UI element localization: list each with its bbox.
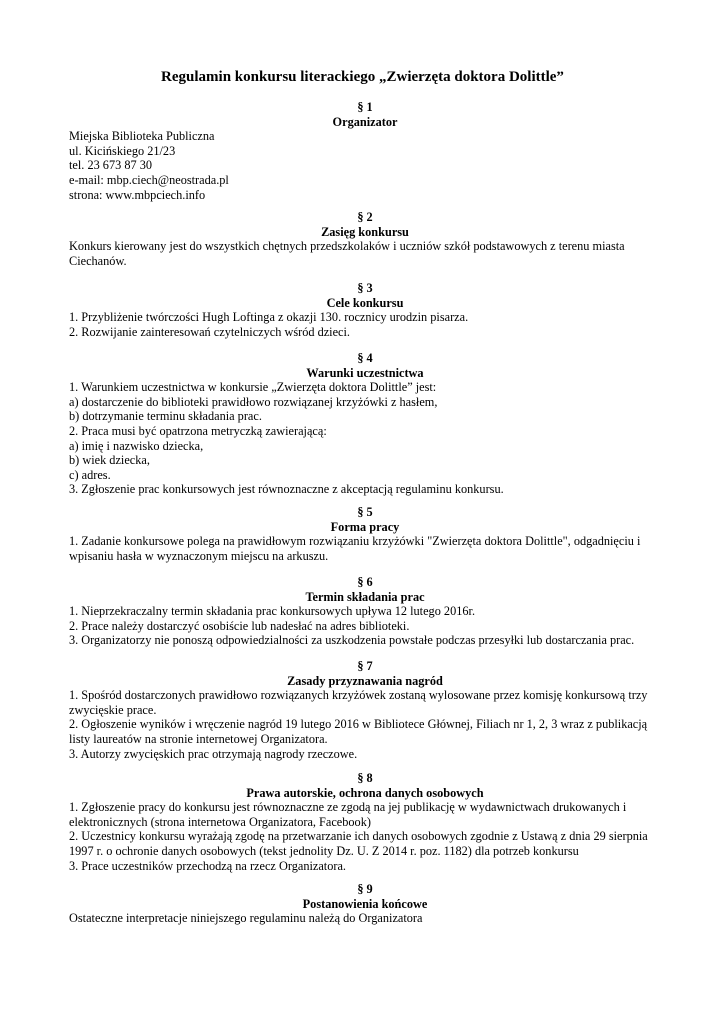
section-number: § 2 — [357, 210, 373, 224]
body-line: 1997 r. o ochronie danych osobowych (tekst jednolity Dz. U. Z 2014 r. poz. 1182) dla potrzeb konkursu — [69, 843, 579, 858]
section-body — [69, 534, 661, 563]
body-line: wpisaniu hasła w wyznaczonym miejscu na arkuszu. — [69, 548, 329, 563]
section-body — [69, 911, 661, 926]
body-line: 3. Prace uczestników przechodzą na rzecz Organizatora. — [69, 858, 346, 873]
section-heading: Prawa autorskie, ochrona danych osobowych — [246, 785, 484, 800]
body-line: Ostateczne interpretacje niniejszego regulaminu należą do Organizatora — [69, 911, 423, 926]
section-heading: Forma pracy — [330, 519, 400, 534]
section-heading: Cele konkursu — [326, 295, 404, 310]
body-line: c) adres. — [69, 467, 111, 482]
section-body — [69, 129, 661, 202]
section-body — [69, 310, 661, 339]
section-heading: Organizator — [332, 114, 398, 129]
body-line: 3. Organizatorzy nie ponoszą odpowiedzialności za uszkodzenia powstałe podczas przesyłki lub dostarczania prac. — [69, 633, 635, 648]
body-line: 1. Warunkiem uczestnictwa w konkursie „Zwierzęta doktora Dolittle” jest: — [69, 380, 437, 395]
body-line: Ciechanów. — [69, 253, 127, 268]
body-line: 1. Zadanie konkursowe polega na prawidłowym rozwiązaniu krzyżówki "Zwierzęta doktora Dolittle", odgadnięciu i — [69, 534, 641, 549]
section-body — [69, 239, 661, 268]
section-number: § 8 — [357, 771, 373, 785]
body-line: tel. 23 673 87 30 — [69, 158, 152, 173]
body-line: 1. Zgłoszenie pracy do konkursu jest równoznaczne ze zgodą na jej publikację w wydawnictwach drukowanych i — [69, 800, 627, 815]
section-heading: Postanowienia końcowe — [302, 896, 428, 911]
body-line: zwycięskie prace. — [69, 702, 157, 717]
section-heading: Zasięg konkursu — [321, 224, 409, 239]
section-number: § 3 — [357, 281, 373, 295]
section-number: § 6 — [357, 575, 373, 589]
body-line: 1. Spośród dostarczonych prawidłowo rozwiązanych krzyżówek zostaną wylosowane przez komisję konkursową trzy — [69, 688, 648, 703]
section-9-final — [69, 882, 661, 926]
section-body — [69, 604, 661, 648]
section-3-goals — [69, 281, 661, 339]
body-line: listy laureatów na stronie internetowej Organizatora. — [69, 731, 328, 746]
body-line: b) dotrzymanie terminu składania prac. — [69, 409, 262, 424]
body-line: a) dostarczenie do biblioteki prawidłowo rozwiązanej krzyżówki z hasłem, — [69, 394, 438, 409]
section-6-deadline — [69, 575, 661, 648]
section-body — [69, 688, 661, 761]
section-4-conditions — [69, 351, 661, 497]
section-number: § 1 — [357, 100, 373, 114]
section-body — [69, 800, 661, 873]
body-line: 2. Uczestnicy konkursu wyrażają zgodę na przetwarzanie ich danych osobowych zgodnie z Ustawą z dnia 29 sierpnia — [69, 829, 648, 844]
section-7-awards — [69, 659, 661, 761]
body-line: 2. Praca musi być opatrzona metryczką zawierającą: — [69, 423, 327, 438]
section-body — [69, 380, 661, 497]
section-8-rights — [69, 771, 661, 873]
body-line: Konkurs kierowany jest do wszystkich chętnych przedszkolaków i uczniów szkół podstawowych z terenu miasta — [69, 239, 625, 254]
section-number: § 9 — [357, 882, 373, 896]
body-line: elektronicznych (strona internetowa Organizatora, Facebook) — [69, 814, 371, 829]
section-2-scope — [69, 210, 661, 268]
section-heading: Warunki uczestnictwa — [306, 365, 424, 380]
section-number: § 4 — [357, 351, 373, 365]
body-line: 3. Autorzy zwycięskich prac otrzymają nagrody rzeczowe. — [69, 746, 358, 761]
body-line: 2. Prace należy dostarczyć osobiście lub nadesłać na adres biblioteki. — [69, 618, 410, 633]
body-line: 2. Ogłoszenie wyników i wręczenie nagród 19 lutego 2016 w Bibliotece Głównej, Filiach nr 1, 2, 3 wraz z publikacją — [69, 717, 648, 732]
document-title: Regulamin konkursu literackiego „Zwierzęta doktora Dolittle” — [161, 69, 564, 85]
body-line: ul. Kicińskiego 21/23 — [69, 143, 176, 158]
section-5-form — [69, 505, 661, 563]
section-number: § 7 — [357, 659, 373, 673]
body-line: b) wiek dziecka, — [69, 453, 150, 468]
body-line: 3. Zgłoszenie prac konkursowych jest równoznaczne z akceptacją regulaminu konkursu. — [69, 482, 504, 497]
body-line: strona: www.mbpciech.info — [69, 187, 206, 202]
body-line: 2. Rozwijanie zainteresowań czytelniczych wśród dzieci. — [69, 324, 351, 339]
body-line: Miejska Biblioteka Publiczna — [69, 129, 215, 144]
body-line: 1. Przybliżenie twórczości Hugh Loftinga z okazji 130. rocznicy urodzin pisarza. — [69, 310, 469, 325]
section-1-organizer — [69, 100, 661, 202]
section-number: § 5 — [357, 505, 373, 519]
body-line: e-mail: mbp.ciech@neostrada.pl — [69, 172, 229, 187]
body-line: a) imię i nazwisko dziecka, — [69, 438, 204, 453]
body-line: 1. Nieprzekraczalny termin składania prac konkursowych upływa 12 lutego 2016r. — [69, 604, 476, 619]
section-heading: Zasady przyznawania nagród — [287, 673, 443, 688]
section-heading: Termin składania prac — [305, 589, 425, 604]
